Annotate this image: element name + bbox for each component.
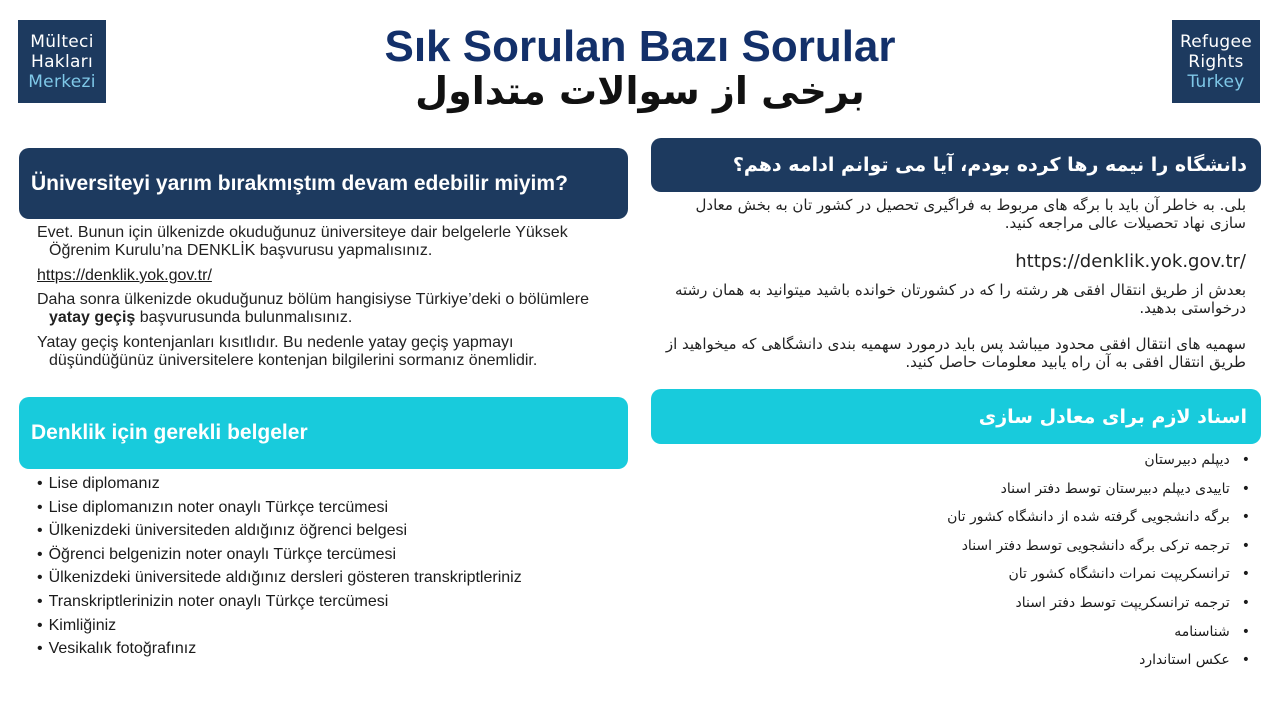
documents-heading-box-turkish	[19, 397, 628, 469]
logo-left-line-1: Mülteci	[30, 31, 94, 52]
logo-right-line-1: Refugee	[1179, 31, 1253, 52]
list-item: • Vesikalık fotoğrafınız	[37, 637, 637, 661]
answer-paragraph-1-persian: بلی. به خاطر آن باید با برگه های مربوط به فراگیری تحصیل در کشور تان به بخش معادل سازی نهاد تحصیلات عالی مراجعه کنید.	[695, 196, 1246, 232]
page-title-turkish: Sık Sorulan Bazı Sorular	[384, 22, 896, 71]
list-item: • ترجمه ترکی برگه دانشجویی توسط دفتر اسناد	[900, 532, 1250, 561]
denklik-link-turkish[interactable]: https://denklik.yok.gov.tr/	[37, 267, 212, 284]
yatay-gecis-bold: yatay geçiş	[49, 309, 136, 326]
list-item: • تاییدی دیپلم دبیرستان توسط دفتر اسناد	[900, 475, 1250, 504]
list-item: • Kimliğiniz	[37, 614, 637, 638]
denklik-link-persian[interactable]: https://denklik.yok.gov.tr/	[1015, 251, 1246, 272]
answer-paragraph-3-persian: سهمیه های انتقال افقی محدود میباشد پس باید درمورد سهمیه بندی دانشگاهی که میخواهید از طریق انتقال افقی به آن راه یابید معلومات حاصل کنید.	[665, 335, 1246, 371]
list-item: • عکس استاندارد	[900, 646, 1250, 675]
multeci-haklari-merkezi-logo	[18, 20, 106, 103]
list-item: • Lise diplomanız	[37, 472, 637, 496]
logo-right-line-3: Turkey	[1187, 71, 1245, 92]
question-box-turkish	[19, 148, 628, 219]
documents-list-persian	[900, 446, 1250, 675]
answer-paragraph-3-turkish: Yatay geçiş kontenjanları kısıtlıdır. Bu nedenle yatay geçiş yapmayı düşündüğünüz üniversitelere kontenjan bilgilerini sormanız önemlidir.	[37, 334, 538, 369]
list-item: • Öğrenci belgenizin noter onaylı Türkçe tercümesi	[37, 543, 637, 567]
answer-paragraph-2-end: başvurusunda bulunmalısınız.	[135, 309, 353, 326]
answer-paragraph-1-turkish: Evet. Bunun için ülkenizde okuduğunuz üniversiteye dair belgelerle Yüksek Öğrenim Kurulu’na DENKLİK başvurusu yapmalısınız.	[37, 224, 568, 259]
list-item: • Transkriptlerinizin noter onaylı Türkçe tercümesi	[37, 590, 637, 614]
page-title-persian: برخی از سوالات متداول	[415, 69, 865, 113]
list-item: • شناسنامه	[900, 618, 1250, 647]
refugee-rights-turkey-logo	[1172, 20, 1260, 103]
logo-left-line-3: Merkezi	[28, 71, 96, 92]
answer-paragraph-2-start: Daha sonra ülkenizde okuduğunuz bölüm hangisiyse Türkiye’deki o bölümlere	[37, 291, 590, 308]
list-item: • Ülkenizdeki üniversiteden aldığınız öğrenci belgesi	[37, 519, 637, 543]
documents-list-turkish	[37, 472, 637, 661]
question-box-persian	[651, 138, 1261, 192]
question-text-turkish: Üniversiteyi yarım bırakmıştım devam edebilir miyim?	[31, 171, 568, 195]
documents-heading-persian: اسناد لازم برای معادل سازی	[978, 405, 1247, 428]
question-text-persian: دانشگاه را نیمه رها کرده بودم، آیا می توانم ادامه دهم؟	[732, 154, 1247, 176]
list-item: • Lise diplomanızın noter onaylı Türkçe tercümesi	[37, 496, 637, 520]
answer-paragraph-2-turkish	[37, 291, 617, 327]
list-item: • دیپلم دبیرستان	[900, 446, 1250, 475]
list-item: • برگه دانشجویی گرفته شده از دانشگاه کشور تان	[900, 503, 1250, 532]
documents-heading-box-persian	[651, 389, 1261, 444]
logo-left-line-2: Hakları	[31, 51, 93, 72]
documents-heading-turkish: Denklik için gerekli belgeler	[31, 421, 308, 444]
answer-paragraph-2-persian: بعدش از طریق انتقال افقی هر رشته را که در کشورتان خوانده باشید میتوانید به همان رشته درخواستی بدهید.	[674, 281, 1246, 317]
logo-right-line-2: Rights	[1188, 51, 1244, 72]
list-item: • Ülkenizdeki üniversitede aldığınız dersleri gösteren transkriptleriniz	[37, 566, 637, 590]
list-item: • ترانسکریپت نمرات دانشگاه کشور تان	[900, 560, 1250, 589]
list-item: • ترجمه ترانسکریپت توسط دفتر اسناد	[900, 589, 1250, 618]
